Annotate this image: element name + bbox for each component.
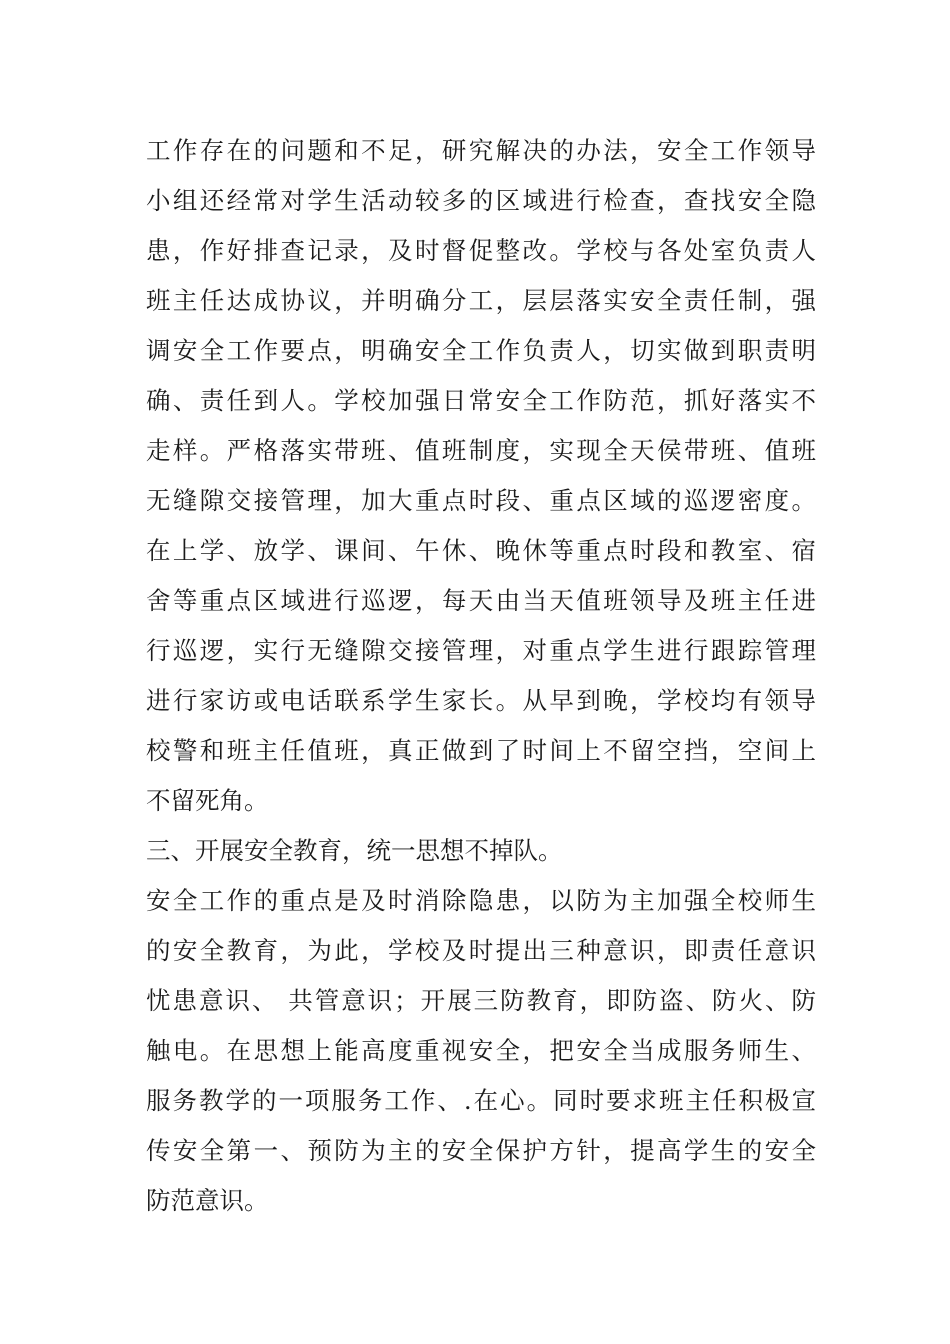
section-heading: 三、开展安全教育，统一思想不掉队。 — [146, 836, 563, 865]
text-line-9: 在上学、放学、课间、午休、晚休等重点时段和教室、宿 — [146, 536, 816, 565]
text-line-1: 工作存在的问题和不足，研究解决的办法，安全工作领导 — [146, 136, 816, 165]
text-line-22: 防范意识。 — [146, 1186, 269, 1215]
text-line-14: 不留死角。 — [146, 786, 269, 815]
text-line-7: 走样。严格落实带班、值班制度，实现全天侯带班、值班 — [146, 436, 816, 465]
text-line-4: 班主任达成协议，并明确分工，层层落实安全责任制，强 — [146, 286, 816, 315]
text-line-8: 无缝隙交接管理，加大重点时段、重点区域的巡逻密度。 — [146, 486, 816, 515]
text-line-2: 小组还经常对学生活动较多的区域进行检查，查找安全隐 — [146, 186, 816, 215]
text-line-19: 触电。在思想上能高度重视安全，把安全当成服务师生、 — [146, 1036, 816, 1065]
text-line-13: 校警和班主任值班，真正做到了时间上不留空挡，空间上 — [146, 736, 816, 765]
text-line-11: 行巡逻，实行无缝隙交接管理，对重点学生进行跟踪管理 — [146, 636, 816, 665]
text-line-10: 舍等重点区域进行巡逻，每天由当天值班领导及班主任进 — [146, 586, 816, 615]
text-line-21: 传安全第一、预防为主的安全保护方针，提高学生的安全 — [146, 1136, 816, 1165]
text-line-3: 患，作好排查记录，及时督促整改。学校与各处室负责人 — [146, 236, 816, 265]
text-line-16: 安全工作的重点是及时消除隐患，以防为主加强全校师生 — [146, 886, 816, 915]
text-line-17: 的安全教育，为此，学校及时提出三种意识，即责任意识 — [146, 936, 816, 965]
text-line-6: 确、责任到人。学校加强日常安全工作防范，抓好落实不 — [146, 386, 816, 415]
document-body — [146, 126, 816, 1226]
text-line-18: 忧患意识、 共管意识；开展三防教育，即防盗、防火、防 — [146, 986, 816, 1015]
text-line-12: 进行家访或电话联系学生家长。从早到晚，学校均有领导 — [146, 686, 816, 715]
text-line-5: 调安全工作要点，明确安全工作负责人，切实做到职责明 — [146, 336, 816, 365]
text-line-20: 服务教学的一项服务工作、.在心。同时要求班主任积极宣 — [146, 1086, 816, 1115]
